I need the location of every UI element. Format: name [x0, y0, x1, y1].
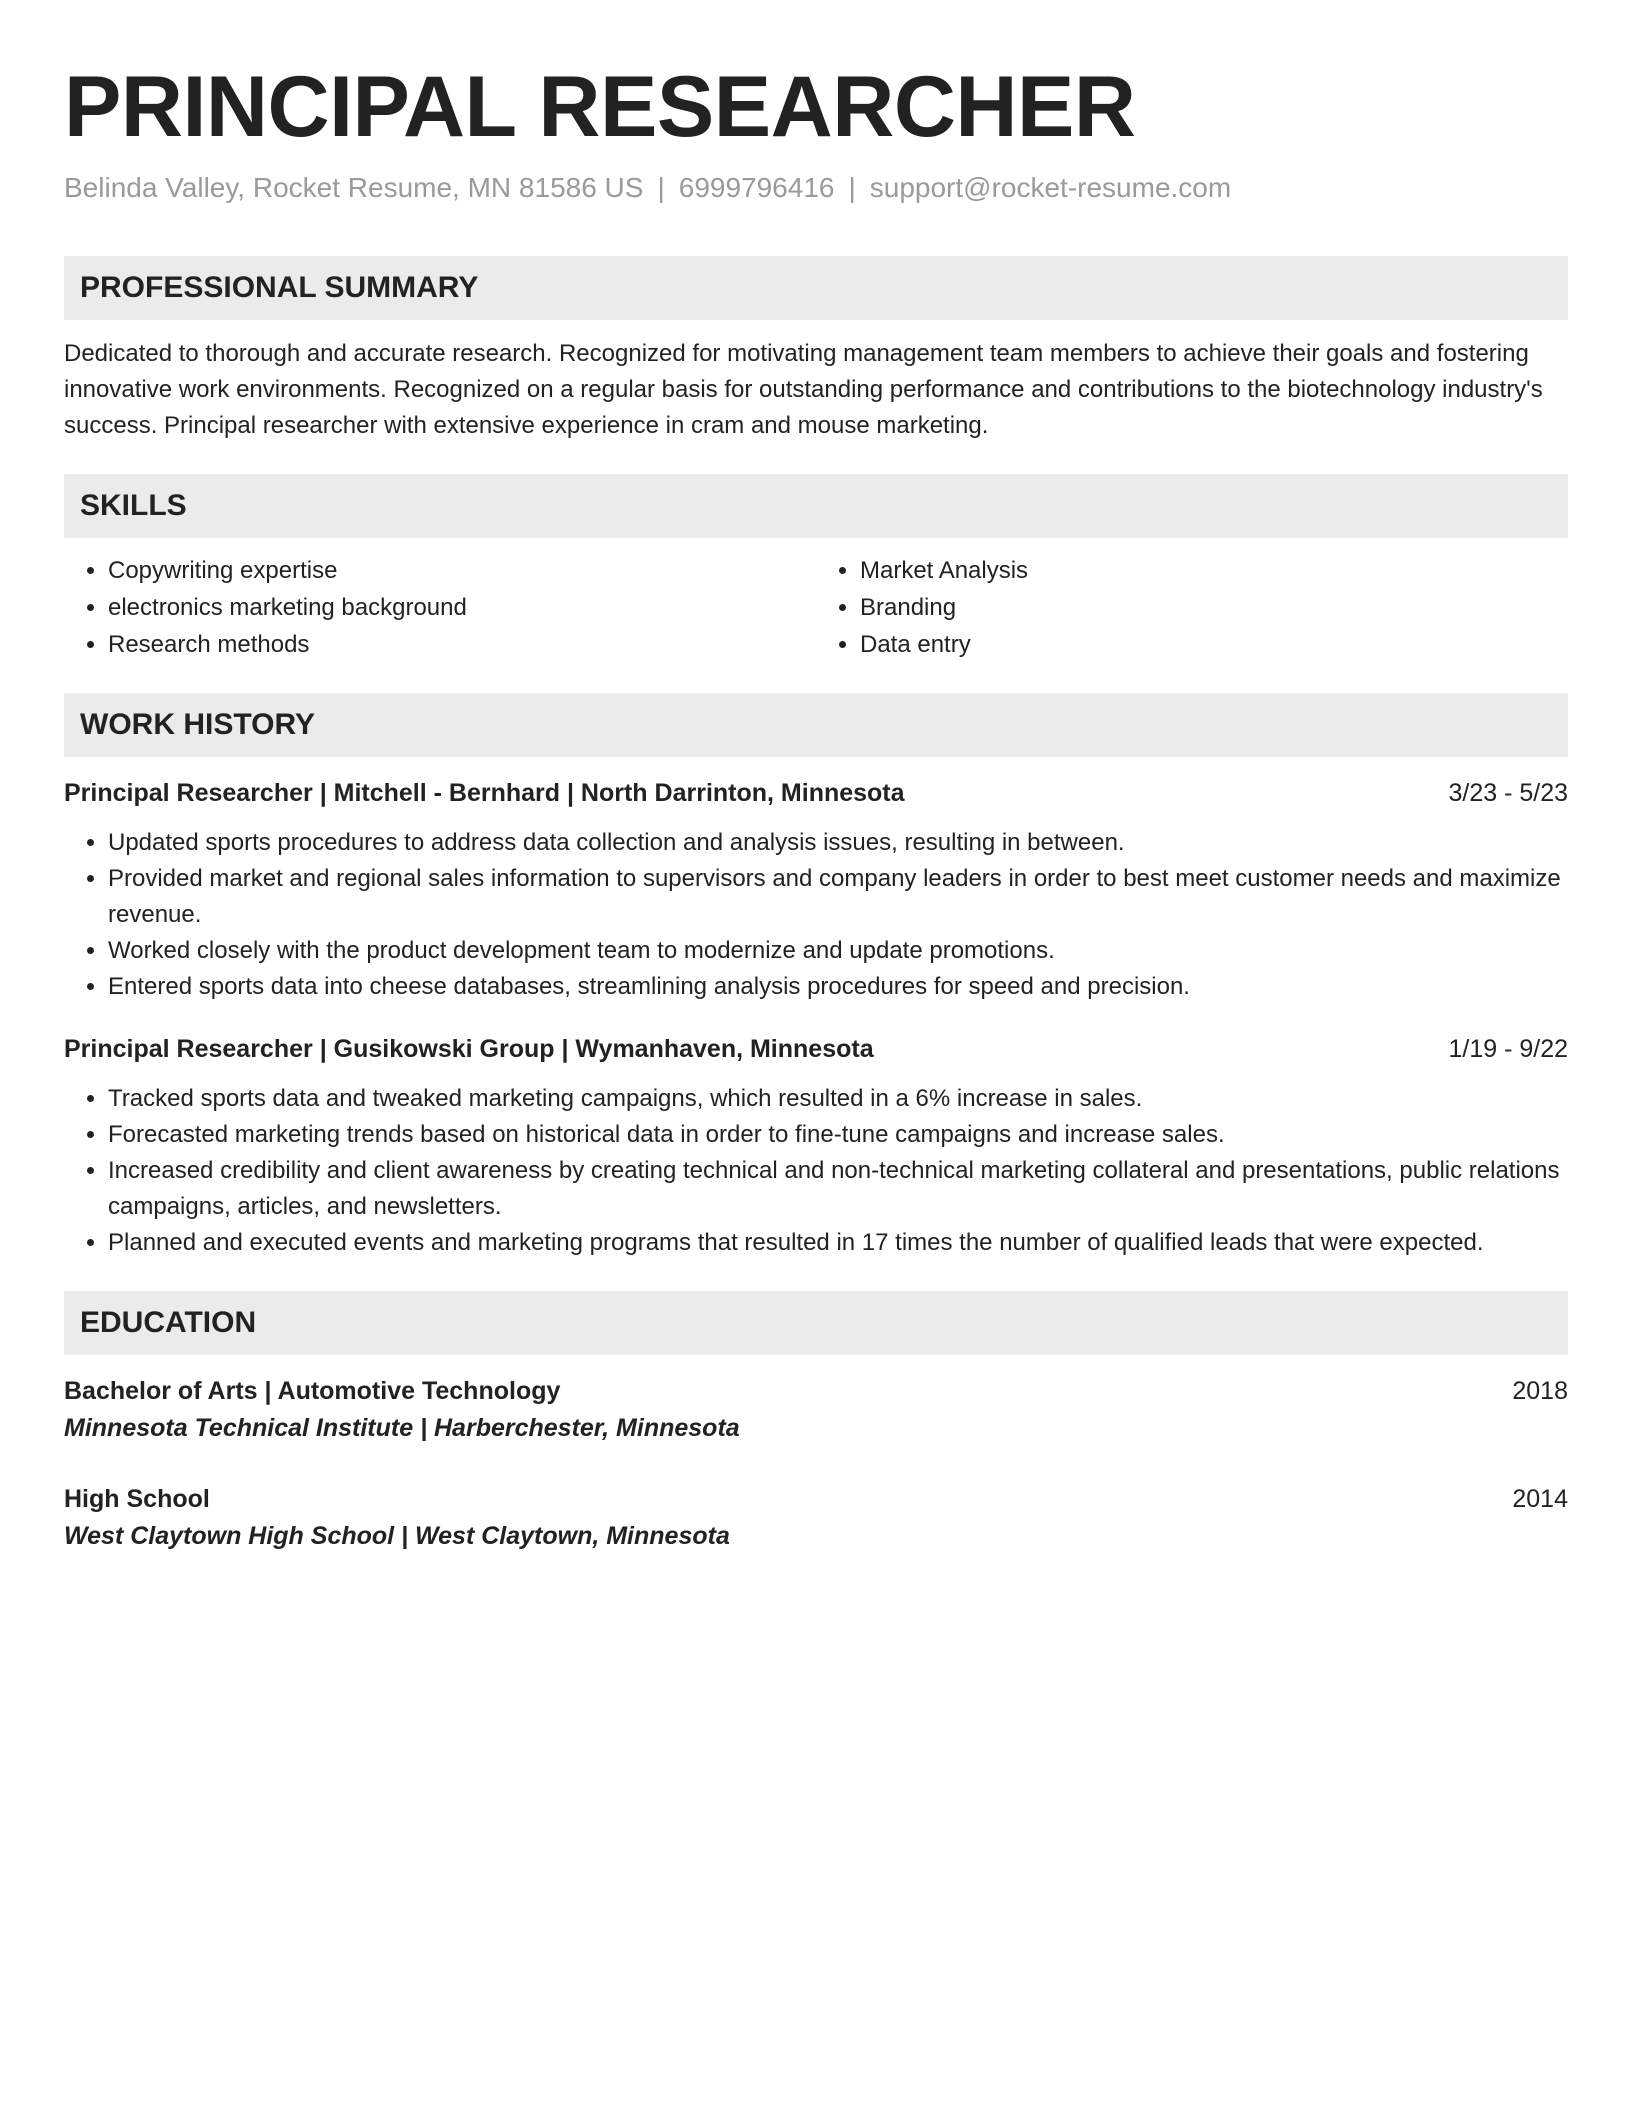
contact-email: support@rocket-resume.com: [869, 172, 1232, 203]
skills-column-right: [816, 552, 1568, 663]
job-bullet: • Forecasted marketing trends based on historical data in order to fine-tune campaigns and increase sales.: [108, 1117, 1568, 1153]
skill-item: • electronics marketing background: [108, 589, 816, 626]
skills-list: [64, 552, 1568, 663]
job-bullet: • Updated sports procedures to address data collection and analysis issues, resulting in between.: [108, 825, 1568, 861]
job-dates: 1/19 - 9/22: [1448, 1035, 1568, 1064]
job-bullet: • Planned and executed events and marketing programs that resulted in 17 times the number of qualified leads that were expected.: [108, 1225, 1568, 1261]
job-header: [64, 1031, 1568, 1067]
education-year: 2014: [1512, 1485, 1568, 1514]
summary-text: Dedicated to thorough and accurate research. Recognized for motivating management team members to achieve their goals and fostering innovative work environments. Recognized on a regular basis for outstanding performance and contributions to the biotechnology industry's success. Principal researcher with extensive experience in cram and mouse marketing.: [64, 340, 1543, 440]
skill-item: • Copywriting expertise: [108, 552, 816, 589]
job-entry: [64, 1031, 1568, 1261]
education-school: Minnesota Technical Institute | Harberchester, Minnesota: [64, 1414, 740, 1443]
contact-separator: |: [657, 172, 665, 203]
job-title: Principal Researcher | Mitchell - Bernhard | North Darrinton, Minnesota: [64, 779, 905, 808]
education-degree: High School: [64, 1485, 210, 1514]
education-year: 2018: [1512, 1377, 1568, 1406]
skill-item: • Market Analysis: [860, 552, 1568, 589]
job-title: Principal Researcher | Gusikowski Group | Wymanhaven, Minnesota: [64, 1035, 874, 1064]
education-entry: [64, 1373, 1568, 1447]
job-entry: [64, 775, 1568, 1005]
education-header: [64, 1481, 1568, 1517]
education-entry: [64, 1481, 1568, 1555]
job-bullet: • Worked closely with the product development team to modernize and update promotions.: [108, 933, 1568, 969]
contact-phone: 6999796416: [678, 172, 835, 203]
job-bullet: • Tracked sports data and tweaked marketing campaigns, which resulted in a 6% increase in sales.: [108, 1081, 1568, 1117]
job-bullets: [64, 825, 1568, 1005]
job-bullets: [64, 1081, 1568, 1261]
skill-item: • Branding: [860, 589, 1568, 626]
education-school: West Claytown High School | West Claytown, Minnesota: [64, 1522, 730, 1551]
job-dates: 3/23 - 5/23: [1448, 779, 1568, 808]
education-header: [64, 1373, 1568, 1409]
section-header-summary: PROFESSIONAL SUMMARY: [64, 256, 1568, 320]
resume-name: PRINCIPAL RESEARCHER: [64, 59, 1136, 155]
skill-item: • Research methods: [108, 626, 816, 663]
skill-item: • Data entry: [860, 626, 1568, 663]
job-bullet: • Increased credibility and client awareness by creating technical and non-technical marketing collateral and presentations, public relations campaigns, articles, and newsletters.: [108, 1153, 1568, 1225]
contact-separator: |: [848, 172, 856, 203]
job-bullet: • Provided market and regional sales information to supervisors and company leaders in order to best meet customer needs and maximize revenue.: [108, 861, 1568, 933]
section-header-skills: SKILLS: [64, 474, 1568, 538]
skills-column-left: [64, 552, 816, 663]
job-bullet: • Entered sports data into cheese databases, streamlining analysis procedures for speed and precision.: [108, 969, 1568, 1005]
job-header: [64, 775, 1568, 811]
section-header-work-history: WORK HISTORY: [64, 693, 1568, 757]
education-degree: Bachelor of Arts | Automotive Technology: [64, 1377, 561, 1406]
contact-address: Belinda Valley, Rocket Resume, MN 81586 US: [64, 172, 644, 203]
section-header-education: EDUCATION: [64, 1291, 1568, 1355]
contact-line: [64, 170, 1568, 206]
